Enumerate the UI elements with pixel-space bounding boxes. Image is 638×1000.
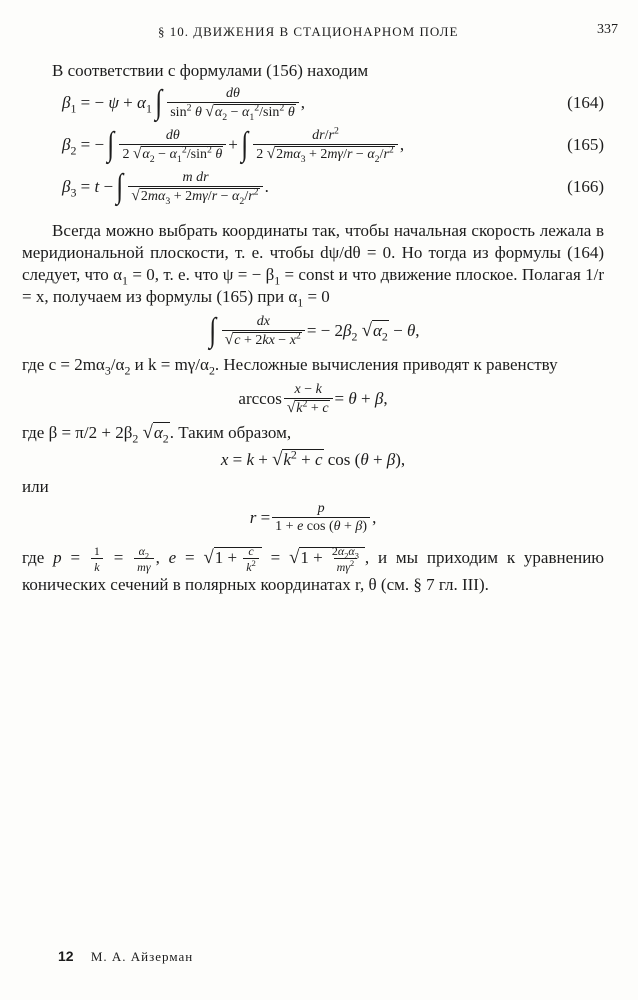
equation-integral-x: ∫ $\frac{dx}{√c + 2kx - x^2}$ = − $2\beta_2$ $√\alpha_2 - \theta$,: [209, 312, 420, 349]
paragraph-where-beta: где $\beta = \pi/2 + 2\beta_2$ $√\alpha_2$. Таким образом,: [22, 422, 292, 446]
equation-arccos: arccos $\frac{x - k}{√k^2 + c}$ = θ + β,: [238, 381, 388, 416]
equation-conic: r = $\frac{p}{\text{1 + e cos (θ + β)}}$ ,: [249, 501, 377, 534]
equation-164: $\beta_1$ = − $\psi + \alpha_1$ ∫ $\frac{d\theta}{\sin^2 \theta √\alpha_2 - \alpha_1^2/\sin^2 \theta}$ , (164): [62, 84, 604, 123]
footer-author: М. А. Айзерман: [90, 949, 194, 964]
signature-mark: 12: [58, 948, 74, 964]
page-footer: [58, 948, 193, 965]
intro-text: В соответствии с формулами (156) находим: [52, 61, 369, 80]
equation-166: $\beta_3 = t$ − ∫ $\frac{\text{m dr}}{√2m\alpha_3 + 2m\gamma/r - \alpha_2/r^2}$ . (166): [62, 168, 604, 207]
equation-x: $x = k + √k^2 + c$ cos (θ + β),: [220, 447, 406, 470]
eq165-number: (165): [567, 135, 604, 154]
eq166-number: (166): [567, 177, 604, 196]
text-ili: или: [22, 477, 49, 496]
paragraph-coordinates: Всегда можно выбрать координаты так, чтобы начальная скорость лежала в меридиональной плоскости, т. е. чтобы dψ/dθ = 0. Но тогда из формулы (164) следует, что $\alpha_1 = 0$, т. е. что ψ = − $\beta_1$ = const и что движение плоское. Полагая 1/r = x, получаем из формулы (165) при $\alpha_1 = 0$: [22, 221, 604, 310]
eq164-number: (164): [567, 93, 604, 112]
paragraph-where-c-k: где $c = 2m\alpha_3/\alpha_2$ и $k = m\gamma/\alpha_2$. Несложные вычисления приводят к равенству: [22, 355, 558, 378]
page-number: 337: [597, 22, 618, 37]
page-body: [22, 60, 604, 596]
paragraph-final: где p = $\frac{1}{k}$ = $\frac{\alpha_2}{m\gamma}$ , e = √1 + $\frac{c}{k^2}$ = √1 + $\frac{2\alpha_2\alpha_3}{m\gamma^2}$ , и мы приходим к уравнению конических сечений в полярных координатах r, θ (см. § 7 гл. III).: [22, 544, 605, 594]
running-head: § 10. ДВИЖЕНИЯ В СТАЦИОНАРНОМ ПОЛЕ: [158, 24, 459, 39]
equation-165: $\beta_2$ = − ∫ $\frac{d\theta}{2 √\alpha_2 - \alpha_1^2/\sin^2 \theta}$ + ∫ $\frac{dr/r^2}{2 √2m\alpha_3 + 2m\gamma/r - \alpha_2/r^2}$ , (165): [62, 124, 604, 165]
page-header: [150, 22, 618, 42]
